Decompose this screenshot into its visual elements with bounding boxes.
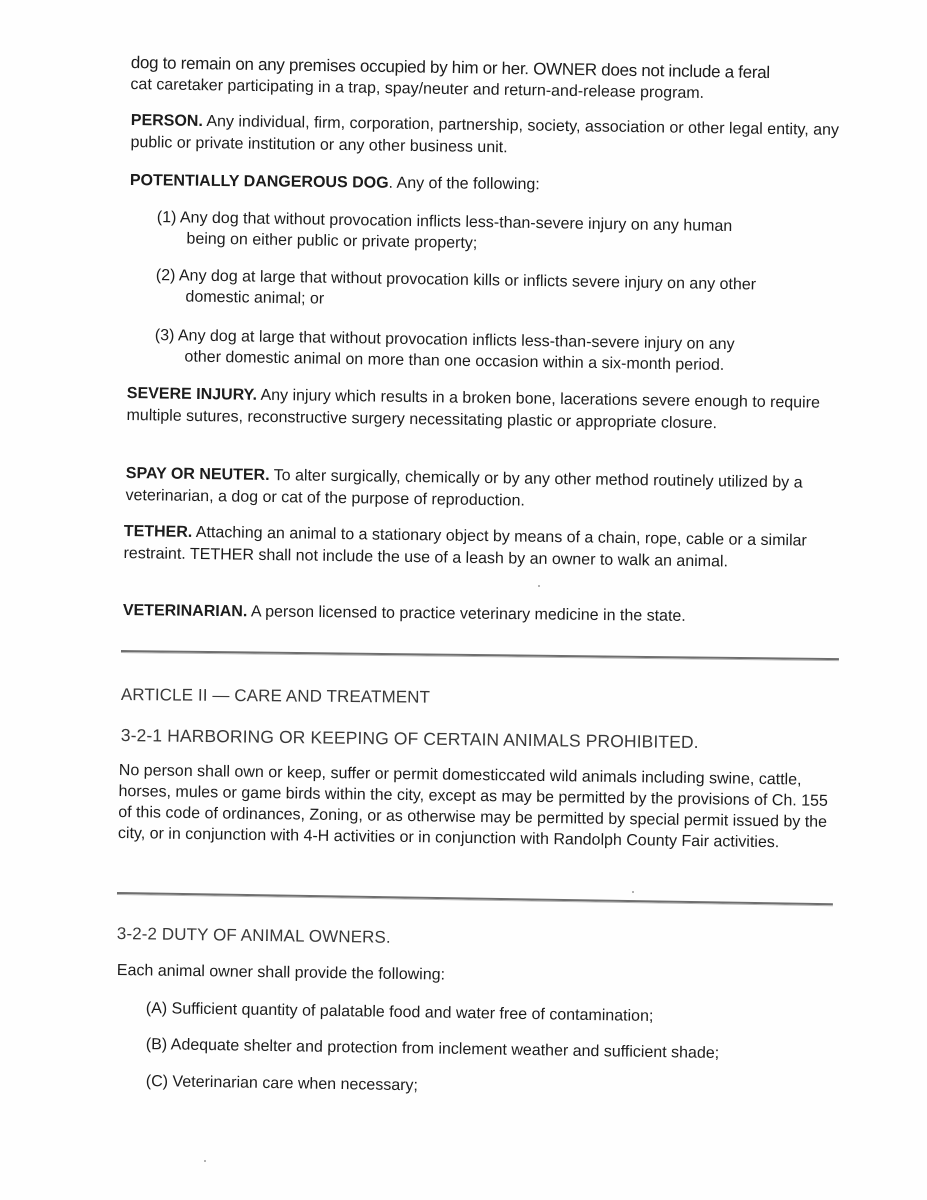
item-line-2: being on either public or private property; — [186, 230, 478, 253]
item-line-1: Any dog at large that without provocation kills or inflicts severe injury on any other — [178, 267, 757, 294]
dangerous-dog-item-3 — [154, 325, 815, 377]
definition-term: SPAY OR NEUTER. — [125, 464, 270, 485]
item-number: (2) — [155, 266, 176, 285]
item-number: (1) — [156, 208, 177, 227]
item-line-2: other domestic animal on more than one occasion within a six-month period. — [184, 348, 725, 374]
horizontal-rule — [121, 650, 839, 661]
definition-term: VETERINARIAN. — [122, 601, 248, 621]
horizontal-rule — [117, 892, 833, 906]
definition-text: Attaching an animal to a stationary object by means of a chain, rope, cable or a similar restraint. TETHER shall not include the use of a leash by an owner to walk an animal. — [123, 523, 807, 571]
definition-text: Any injury which results in a broken bone, lacerations severe enough to require multiple sutures, reconstructive surgery necessitating plastic or appropriate closure. — [126, 386, 821, 433]
duty-item-b — [146, 1034, 806, 1066]
item-number: (A) — [145, 999, 168, 1018]
section-3-2-2-intro: Each animal owner shall provide the following: — [116, 961, 446, 984]
definition-text: Any individual, firm, corporation, partnership, society, association or other legal entity, any public or private institution or any other business unit. — [130, 113, 840, 157]
scan-speck — [538, 585, 540, 587]
definition-spay-or-neuter — [125, 463, 836, 517]
section-3-2-1-heading: 3-2-1 HARBORING OR KEEPING OF CERTAIN ANIMALS PROHIBITED. — [120, 724, 699, 753]
owner-definition-continuation — [130, 52, 831, 107]
definition-text: A person licensed to practice veterinary medicine in the state. — [247, 603, 686, 625]
item-line-1: Any dog at large that without provocation inflicts less-than-severe injury on any — [177, 327, 735, 354]
definition-term: TETHER. — [123, 522, 193, 541]
scan-speck — [204, 1160, 206, 1162]
section-3-2-2-heading: 3-2-2 DUTY OF ANIMAL OWNERS. — [116, 923, 391, 947]
definition-severe-injury — [126, 383, 837, 437]
dangerous-dog-item-2 — [155, 265, 836, 318]
definition-tether — [123, 521, 834, 575]
item-text: Sufficient quantity of palatable food and water free of contamination; — [171, 1000, 654, 1025]
dangerous-dog-item-1 — [156, 207, 817, 259]
article-heading: ARTICLE II — CARE AND TREATMENT — [120, 684, 431, 707]
item-text: Adequate shelter and protection from inclement weather and sufficient shade; — [170, 1036, 720, 1063]
definition-term: POTENTIALLY DANGEROUS DOG — [129, 171, 389, 192]
item-number: (C) — [145, 1072, 169, 1091]
item-number: (3) — [154, 326, 175, 345]
item-number: (B) — [145, 1035, 168, 1054]
definition-text: To alter surgically, chemically or by any other method routinely utilized by a veterinarian, a dog or cat of the purpose of reproduction. — [125, 467, 803, 510]
definition-term: PERSON. — [130, 111, 203, 131]
definition-potentially-dangerous-dog — [130, 170, 830, 199]
section-3-2-1-body: No person shall own or keep, suffer or permit domesticcated wild animals including swine, cattle, horses, mules or game birds within the city, except as may be permitted by the provisions of Ch. 155 of this code of ordinances, Zoning, or as otherwise may be permitted by special permit issued by the city, or in conjunction with 4-H activities or in conjunction with Randolph County Fair activities. — [117, 761, 828, 852]
duty-item-a — [146, 998, 786, 1030]
definition-text: . Any of the following: — [388, 174, 540, 194]
owner-line-2: cat caretaker participating in a trap, spay/neuter and return-and-release program. — [130, 75, 705, 103]
duty-item-c — [146, 1071, 646, 1101]
item-line-2: domestic animal; or — [185, 288, 325, 308]
definition-veterinarian — [123, 600, 843, 630]
scan-speck — [632, 891, 634, 893]
definition-person — [130, 110, 841, 164]
owner-line-1: dog to remain on any premises occupied by him or her. OWNER does not include a feral — [130, 52, 770, 83]
definition-term: SEVERE INJURY. — [126, 384, 258, 404]
item-text: Veterinarian care when necessary; — [172, 1073, 419, 1095]
item-line-1: Any dog that without provocation inflicts less-than-severe injury on any human — [179, 209, 733, 236]
